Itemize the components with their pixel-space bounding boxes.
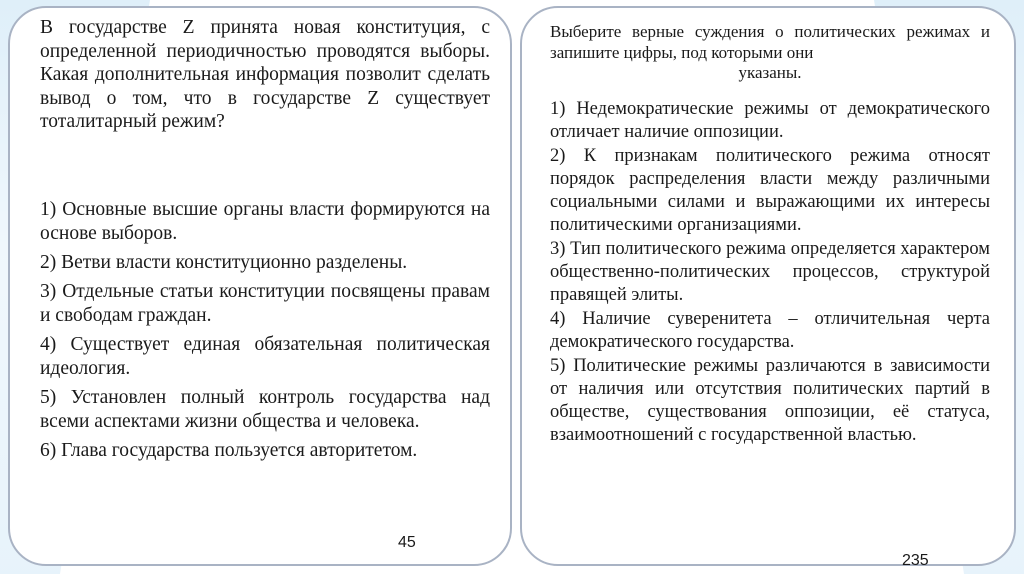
left-option-2: 2) Ветви власти конституционно разделены. — [40, 252, 408, 273]
left-page-number: 45 — [398, 534, 416, 551]
left-question-card — [8, 6, 512, 566]
left-option-3: 3) Отдельные статьи конституции посвящены правам и свободам граждан. — [40, 281, 490, 326]
left-option-6: 6) Глава государства пользуется авторитетом. — [40, 440, 418, 461]
right-option-2: 2) К признакам политического режима относят порядок распределения власти между различными социальными силами и выражающими их интересы политическими организациями. — [550, 146, 990, 235]
left-option-4: 4) Существует единая обязательная политическая идеология. — [40, 334, 490, 379]
right-intro-last: указаны. — [738, 63, 802, 82]
right-option-1: 1) Недемократические режимы от демократического отличает наличие оппозиции. — [550, 99, 990, 142]
left-option-5: 5) Установлен полный контроль государства над всеми аспектами жизни общества и человека. — [40, 387, 490, 432]
right-question-card — [520, 6, 1016, 569]
right-page-number: 235 — [902, 552, 929, 569]
left-options-list — [40, 198, 490, 468]
left-option-1: 1) Основные высшие органы власти формируются на основе выборов. — [40, 199, 490, 244]
right-intro-main: Выберите верные суждения о политических режимах и запишите цифры, под которыми они — [550, 22, 990, 62]
right-option-5: 5) Политические режимы различаются в зависимости от наличия или отсутствия политических партий в обществе, существования оппозиции, её статуса, взаимоотношений с государственной властью. — [550, 356, 990, 445]
left-question-text: В государстве Z принята новая конституция, с определенной периодичностью проводятся выборы. Какая дополнительная информация позволит сделать вывод о том, что в государстве Z существует тоталитарный режим? — [40, 17, 490, 132]
right-intro-text — [550, 22, 990, 84]
right-options-list — [550, 98, 990, 448]
right-option-4: 4) Наличие суверенитета – отличительная черта демократического государства. — [550, 309, 990, 352]
right-option-3: 3) Тип политического режима определяется характером общественно-политических процессов, структурой правящей элиты. — [550, 239, 990, 305]
